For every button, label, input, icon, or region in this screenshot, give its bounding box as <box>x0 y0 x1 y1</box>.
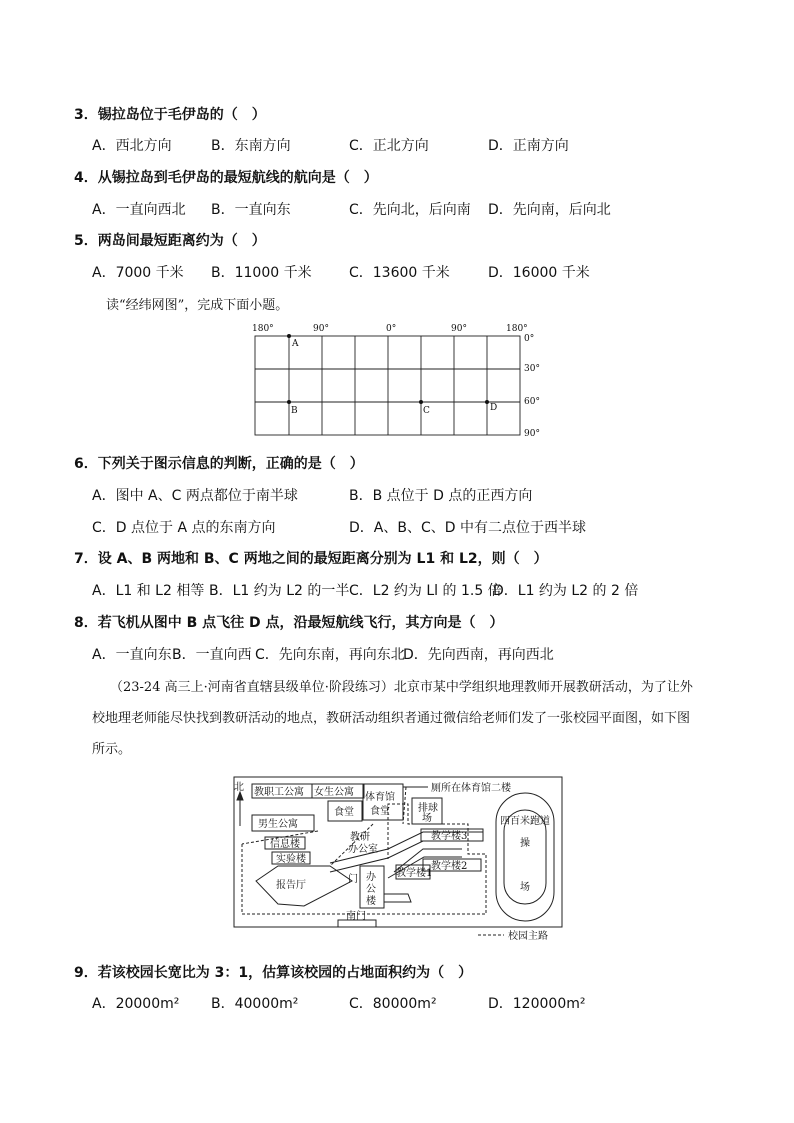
question-3-stem: 3．锡拉岛位于毛伊岛的（ ） <box>74 107 266 123</box>
north-label: 北 <box>234 782 244 793</box>
q9-option-c[interactable]: C．80000m² <box>349 996 437 1012</box>
field-label-1: 操 <box>520 838 530 849</box>
question-9-stem: 9．若该校园长宽比为 3：1，估算该校园的占地面积约为（ ） <box>74 965 473 981</box>
grid-top-label-180w: 180° <box>252 324 274 334</box>
office-building-label-3: 楼 <box>366 896 376 907</box>
point-c-label: C <box>423 406 430 416</box>
gym-canteen-label: 食堂 <box>370 806 390 817</box>
point-b-label: B <box>291 406 298 416</box>
question-6-stem: 6．下列关于图示信息的判断，正确的是（ ） <box>74 456 364 472</box>
passage-line-2: 校地理老师能尽快找到教研活动的地点，教研活动组织者通过微信给老师们发了一张校园平面图，如下图 <box>92 711 691 726</box>
teaching-office-label: 办公室 <box>348 844 378 855</box>
q4-option-a[interactable]: A．一直向西北 <box>92 202 186 218</box>
q4-option-d[interactable]: D．先向南，后向北 <box>488 202 611 218</box>
q6-option-a[interactable]: A．图中 A、C 两点都位于南半球 <box>92 488 298 504</box>
q4-option-b[interactable]: B．一直向东 <box>211 202 291 218</box>
q5-option-a[interactable]: A．7000 千米 <box>92 265 184 281</box>
question-5-stem: 5．两岛间最短距离约为（ ） <box>74 233 266 249</box>
point-c-dot <box>419 400 423 404</box>
boys-apartment-label: 男生公寓 <box>258 819 298 830</box>
q3-option-a[interactable]: A．西北方向 <box>92 138 172 154</box>
question-4-stem: 4．从锡拉岛到毛伊岛的最短航线的航向是（ ） <box>74 170 378 186</box>
toilet-note-label: 厕所在体育馆二楼 <box>431 783 511 794</box>
q3-option-b[interactable]: B．东南方向 <box>211 138 291 154</box>
grid-map-intro: 读“经纬网图”，完成下面小题。 <box>106 298 289 313</box>
office-building-label-1: 办 <box>366 872 376 883</box>
gym-label: 体育馆 <box>365 792 395 803</box>
point-d-dot <box>485 400 489 404</box>
grid-top-label-0: 0° <box>386 324 397 334</box>
south-gate-label: 南门 <box>346 911 366 922</box>
q5-option-b[interactable]: B．11000 千米 <box>211 265 312 281</box>
q8-option-a[interactable]: A．一直向东 <box>92 647 172 663</box>
staff-apartment-label: 教职工公寓 <box>254 787 304 798</box>
point-a-label: A <box>292 339 299 349</box>
q7-option-d[interactable]: D．L1 约为 L2 的 2 倍 <box>493 583 639 599</box>
question-8-stem: 8．若飞机从图中 B 点飞往 D 点，沿最短航线飞行，其方向是（ ） <box>74 615 504 631</box>
q9-option-d[interactable]: D．120000m² <box>488 996 586 1012</box>
grid-right-label-90: 90° <box>524 429 540 439</box>
gate-label: 门 <box>348 874 358 885</box>
question-7-stem: 7．设 A、B 两地和 B、C 两地之间的最短距离分别为 L1 和 L2，则（ ） <box>74 551 548 567</box>
info-building-label: 信息楼 <box>270 839 300 850</box>
teaching-building-2-label: 教学楼2 <box>431 861 468 872</box>
q4-option-c[interactable]: C．先向北，后向南 <box>349 202 471 218</box>
q3-option-c[interactable]: C．正北方向 <box>349 138 429 154</box>
teaching-building-1-label: 教学楼1 <box>396 868 433 879</box>
lab-building-label: 实验楼 <box>276 854 306 865</box>
q6-option-c[interactable]: C．D 点位于 A 点的东南方向 <box>92 520 276 536</box>
report-hall-label: 报告厅 <box>276 880 306 891</box>
grid-top-label-90e: 90° <box>451 324 467 334</box>
canteen-label: 食堂 <box>334 807 354 818</box>
q7-option-a[interactable]: A．L1 和 L2 相等 <box>92 583 205 599</box>
q5-option-d[interactable]: D．16000 千米 <box>488 265 590 281</box>
grid-right-label-0: 0° <box>524 334 535 344</box>
q6-option-d[interactable]: D．A、B、C、D 中有二点位于西半球 <box>349 520 586 536</box>
q7-option-c[interactable]: C．L2 约为 Ll 的 1.5 倍 <box>349 583 502 599</box>
lat-long-grid-map <box>246 320 546 442</box>
q9-option-a[interactable]: A．20000m² <box>92 996 180 1012</box>
girls-apartment-label: 女生公寓 <box>314 787 354 798</box>
grid-right-label-30: 30° <box>524 364 540 374</box>
track-label: 四百米跑道 <box>500 816 550 827</box>
q6-option-b[interactable]: B．B 点位于 D 点的正西方向 <box>349 488 533 504</box>
campus-plan-map <box>228 774 568 946</box>
passage-line-3: 所示。 <box>92 742 132 757</box>
point-a-dot <box>287 334 291 338</box>
passage-line-1: （23-24 高三上·河南省直辖县级单位·阶段练习）北京市某中学组织地理教师开展教研活动，为了让外 <box>110 680 693 695</box>
q8-option-d[interactable]: D．先向西南，再向西北 <box>403 647 554 663</box>
teaching-research-label: 教研 <box>350 832 370 843</box>
teaching-building-3-label: 教学楼3 <box>431 831 468 842</box>
volleyball-court-label: 场 <box>422 813 432 824</box>
point-d-label: D <box>490 403 498 413</box>
point-b-dot <box>287 400 291 404</box>
q8-option-b[interactable]: B．一直向西 <box>172 647 252 663</box>
q5-option-c[interactable]: C．13600 千米 <box>349 265 450 281</box>
q9-option-b[interactable]: B．40000m² <box>211 996 299 1012</box>
grid-right-label-60: 60° <box>524 397 540 407</box>
field-label-2: 场 <box>520 882 530 893</box>
q7-option-b[interactable]: B．L1 约为 L2 的一半 <box>209 583 350 599</box>
grid-top-label-90w: 90° <box>313 324 329 334</box>
office-building-label-2: 公 <box>366 884 376 895</box>
main-road-legend-label: 校园主路 <box>508 931 548 942</box>
grid-top-label-180e: 180° <box>506 324 528 334</box>
volleyball-label: 排球 <box>418 803 438 814</box>
q8-option-c[interactable]: C．先向东南，再向东北 <box>255 647 405 663</box>
q3-option-d[interactable]: D．正南方向 <box>488 138 569 154</box>
